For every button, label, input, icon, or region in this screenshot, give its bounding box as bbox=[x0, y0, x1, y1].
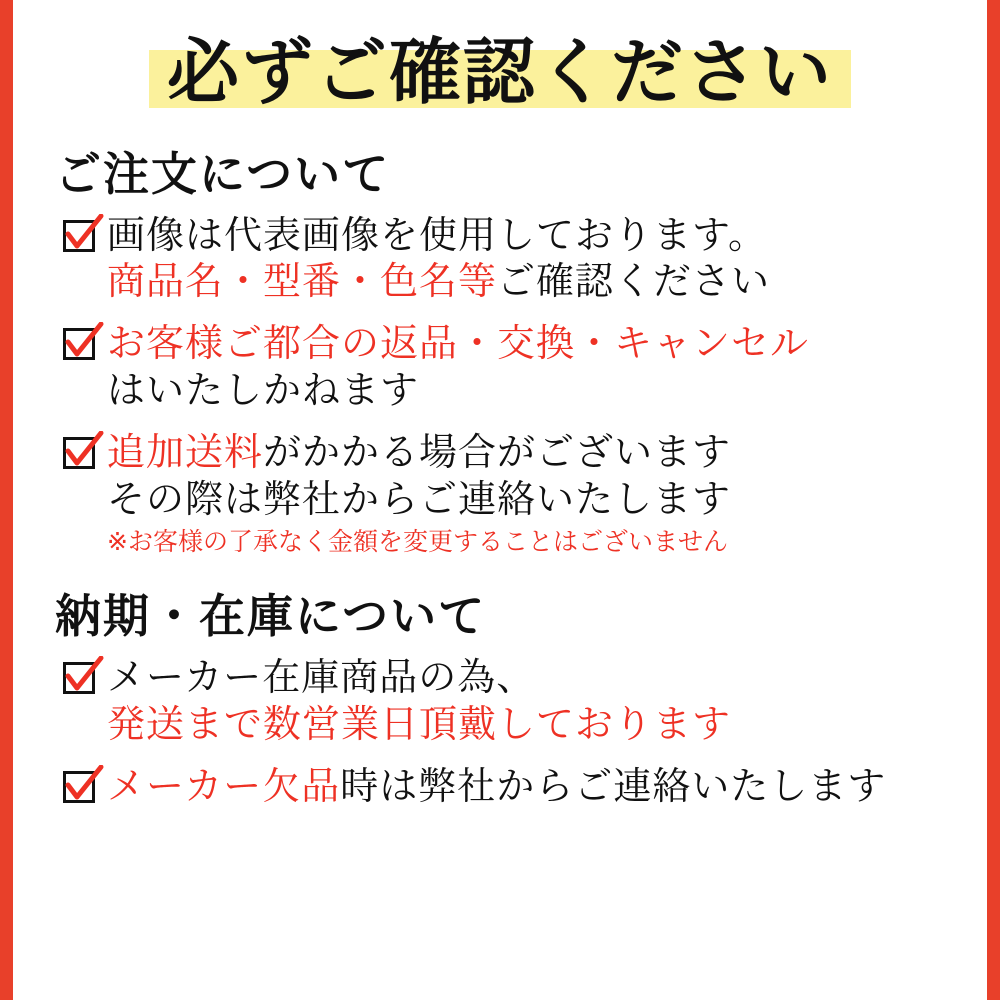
plain-text: 時は弊社からご連絡いたします bbox=[340, 764, 887, 809]
list-item-lines bbox=[107, 763, 957, 809]
list-item-line: 画像は代表画像を使用しております。 bbox=[107, 212, 767, 257]
emphasis-text: メーカー欠品 bbox=[107, 764, 341, 809]
list-item-line bbox=[107, 258, 957, 304]
emphasis-text: 追加送料 bbox=[107, 430, 264, 475]
list-item-line: メーカー在庫商品の為、 bbox=[107, 655, 536, 700]
plain-text: ご確認ください bbox=[497, 259, 771, 304]
list-item-lines bbox=[107, 654, 957, 747]
page-title-text: 必ずご確認ください bbox=[166, 30, 833, 114]
plain-text: がかかる場合がございます bbox=[263, 430, 732, 475]
checkbox-checked-icon bbox=[61, 216, 101, 256]
section-heading-delivery: 納期・在庫について bbox=[55, 589, 487, 644]
list-item-note: ※お客様の了承なく金額を変更することはございません bbox=[107, 526, 728, 556]
checkbox-checked-icon bbox=[61, 433, 101, 473]
notice-content bbox=[13, 0, 987, 1000]
list-item bbox=[61, 763, 957, 809]
list-item-lines bbox=[107, 320, 957, 413]
list-item-lines bbox=[107, 429, 957, 558]
list-item-line: お客様ご都合の返品・交換・キャンセル bbox=[107, 321, 810, 366]
list-item-line bbox=[107, 763, 957, 809]
list-item-line: その際は弊社からご連絡いたします bbox=[107, 476, 732, 521]
section-heading-order: ご注文について bbox=[55, 146, 391, 201]
list-item-lines bbox=[107, 212, 957, 305]
list-item bbox=[61, 654, 957, 747]
checkbox-checked-icon bbox=[61, 324, 101, 364]
list-item-line: はいたしかねます bbox=[107, 367, 420, 412]
right-red-border bbox=[987, 0, 1000, 1000]
left-red-border bbox=[0, 0, 13, 1000]
list-item bbox=[61, 320, 957, 413]
list-item-line: 発送まで数営業日頂戴しております bbox=[107, 701, 732, 746]
checkbox-checked-icon bbox=[61, 767, 101, 807]
page-title bbox=[149, 30, 851, 114]
checkbox-checked-icon bbox=[61, 658, 101, 698]
list-item bbox=[61, 429, 957, 558]
list-item bbox=[61, 212, 957, 305]
list-item-line bbox=[107, 429, 957, 475]
page-title-wrap bbox=[43, 30, 957, 114]
emphasis-text: 商品名・型番・色名等 bbox=[107, 259, 498, 304]
